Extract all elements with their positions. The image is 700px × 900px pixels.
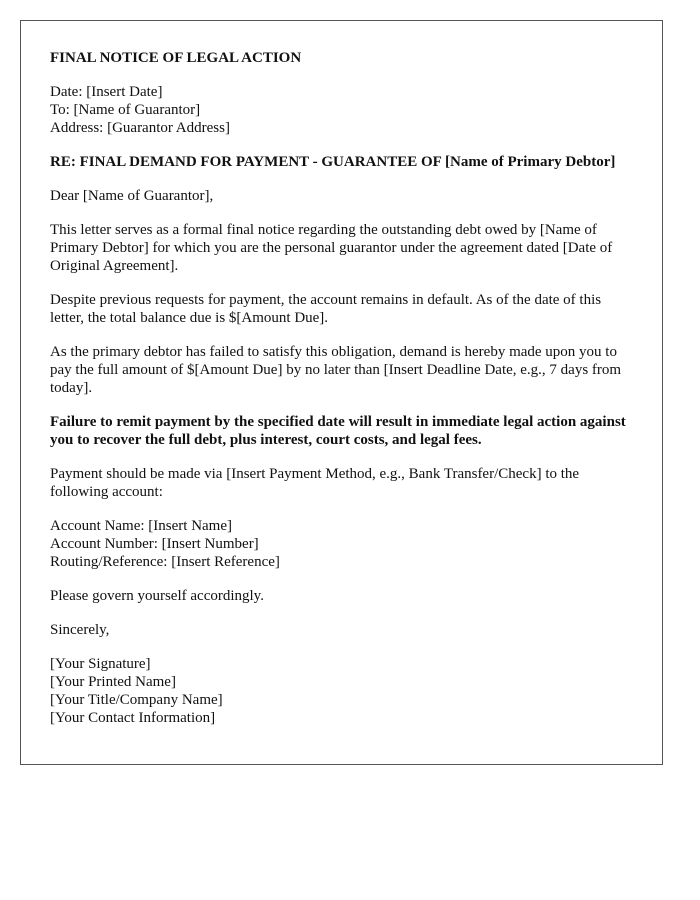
to-line: To: [Name of Guarantor] — [50, 102, 201, 118]
date-line: Date: [Insert Date] — [50, 84, 163, 100]
account-number: Account Number: [Insert Number] — [50, 536, 259, 552]
contact-info: [Your Contact Information] — [50, 710, 216, 726]
salutation: Dear [Name of Guarantor], — [50, 188, 214, 204]
letter — [20, 20, 663, 765]
subject-line: RE: FINAL DEMAND FOR PAYMENT - GUARANTEE OF [Name of Primary Debtor] — [50, 154, 616, 170]
closing: Sincerely, — [50, 622, 110, 638]
paragraph-demand: As the primary debtor has failed to satisfy this obligation, demand is hereby made upon you to pay the full amount of $[Amount Due] by no later than [Insert Deadline Date, e.g., 7 days from today]. — [50, 344, 622, 396]
payment-instructions: Payment should be made via [Insert Payment Method, e.g., Bank Transfer/Check] to the following account: — [50, 466, 580, 500]
paragraph-default: Despite previous requests for payment, the account remains in default. As of the date of this letter, the total balance due is $[Amount Due]. — [50, 292, 602, 326]
closing-remark: Please govern yourself accordingly. — [50, 588, 264, 604]
address-line: Address: [Guarantor Address] — [50, 120, 230, 136]
signature: [Your Signature] — [50, 656, 151, 672]
letter-title: FINAL NOTICE OF LEGAL ACTION — [50, 50, 302, 66]
warning-paragraph: Failure to remit payment by the specified date will result in immediate legal action against you to recover the full debt, plus interest, court costs, and legal fees. — [50, 414, 626, 448]
account-name: Account Name: [Insert Name] — [50, 518, 233, 534]
signature-block — [50, 655, 633, 727]
routing-reference: Routing/Reference: [Insert Reference] — [50, 554, 280, 570]
printed-name: [Your Printed Name] — [50, 674, 176, 690]
account-details — [50, 517, 633, 571]
title-company: [Your Title/Company Name] — [50, 692, 223, 708]
header-block — [50, 83, 633, 137]
paragraph-intro: This letter serves as a formal final notice regarding the outstanding debt owed by [Name of Primary Debtor] for which you are the personal guarantor under the agreement dated [Date of Original Agreement]. — [50, 222, 613, 274]
